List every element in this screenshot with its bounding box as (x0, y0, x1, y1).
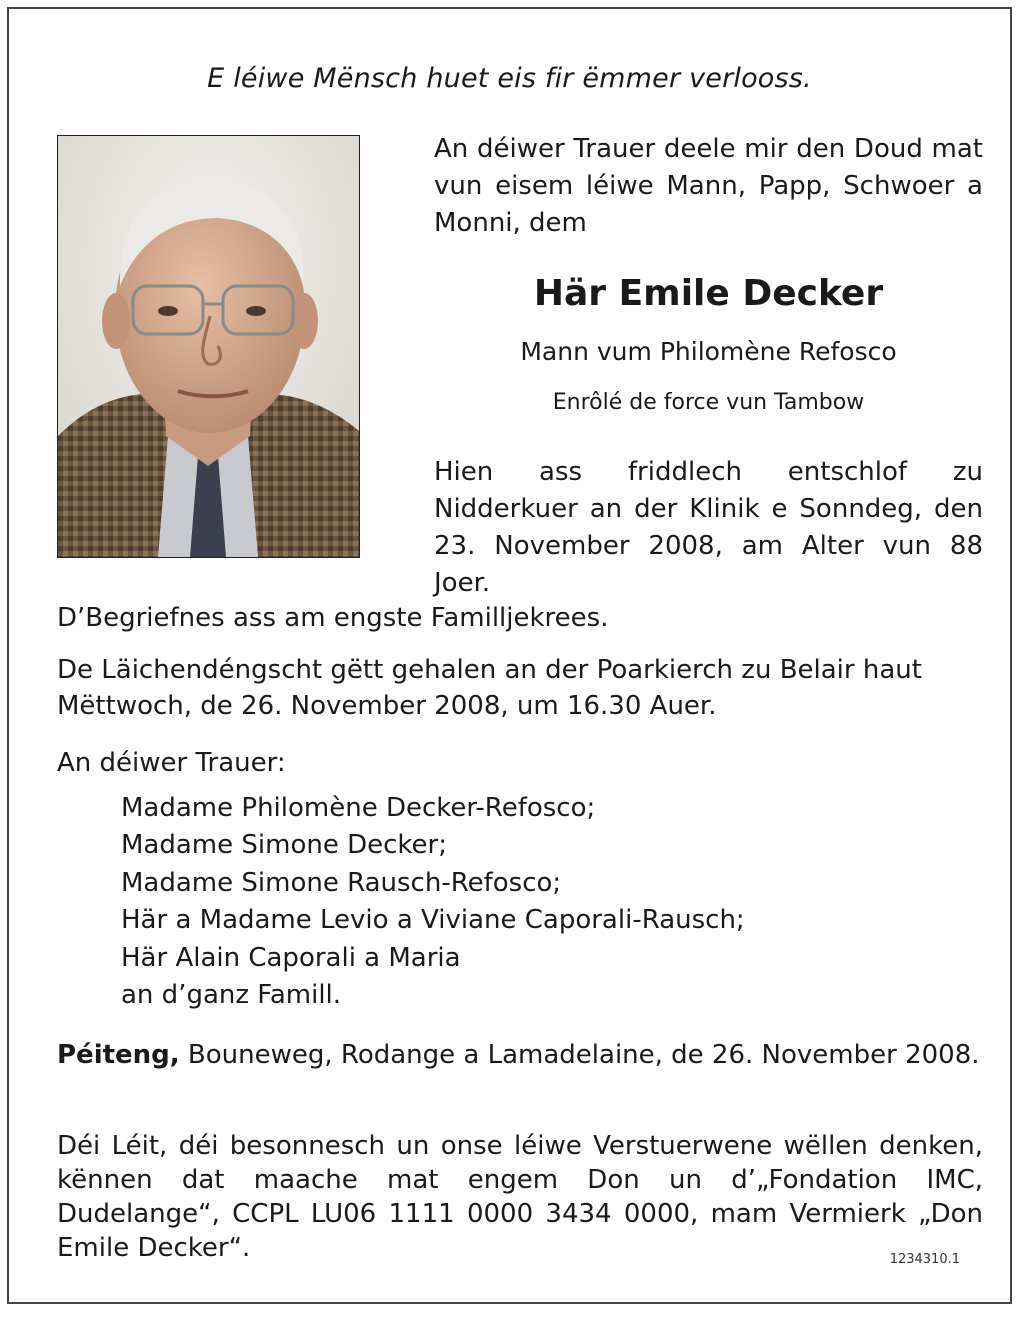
mourners-list (121, 790, 745, 1014)
deceased-name: Här Emile Decker (533, 273, 884, 314)
mourner-item: an d’ganz Famill. (121, 980, 342, 1011)
mourner-item: Madame Philomène Decker-Refosco; (121, 793, 596, 823)
place-date-line (57, 1037, 983, 1073)
donation-text: Déi Léit, déi besonnesch un onse léiwe Verstuerwene wëllen denken, kënnen dat maache mat engem Don un d’„Fondation IMC, Dudelange“, CCPL LU06 1111 0000 3434 0000, mam Vermierk „Don Emile Decker“. (57, 1131, 983, 1263)
death-notice: Hien ass friddlech entschlof zu Nidderkuer an der Klinik e Sonndeg, den 23. November 2008, am Alter vun 88 Joer. (434, 457, 983, 598)
obituary-frame (7, 7, 1012, 1304)
mourner-item: Madame Simone Decker; (121, 830, 447, 861)
mourner-item: Här Alain Caporali a Maria (121, 942, 461, 973)
motto: E léiwe Mënsch huet eis fir ëmmer verlooss. (207, 63, 812, 94)
intro-text: An déiwer Trauer deele mir den Doud mat vun eisem léiwe Mann, Papp, Schwoer a Monni, dem (434, 134, 983, 238)
history-line: Enrôlé de force vun Tambow (552, 390, 865, 415)
mourner-item: Madame Simone Rausch-Refosco; (121, 867, 562, 898)
portrait-photo-icon (58, 136, 359, 557)
funeral-service-text: De Läichendéngscht gëtt gehalen an der Poarkierch zu Belair haut Mëttwoch, de 26. November 2008, um 16.30 Auer. (57, 655, 922, 721)
mourners-heading: An déiwer Trauer: (57, 748, 286, 778)
portrait-photo (57, 135, 360, 558)
place-name: Péiteng, (57, 1040, 180, 1070)
burial-text: D’Begriefnes ass am engste Familljekrees. (57, 603, 609, 633)
place-rest: Bouneweg, Rodange a Lamadelaine, de 26. November 2008. (179, 1040, 980, 1070)
reference-number: 1234310.1 (889, 1252, 960, 1267)
mourner-item: Här a Madame Levio a Viviane Caporali-Rausch; (121, 905, 745, 936)
spouse-line: Mann vum Philomène Refosco (520, 337, 897, 366)
